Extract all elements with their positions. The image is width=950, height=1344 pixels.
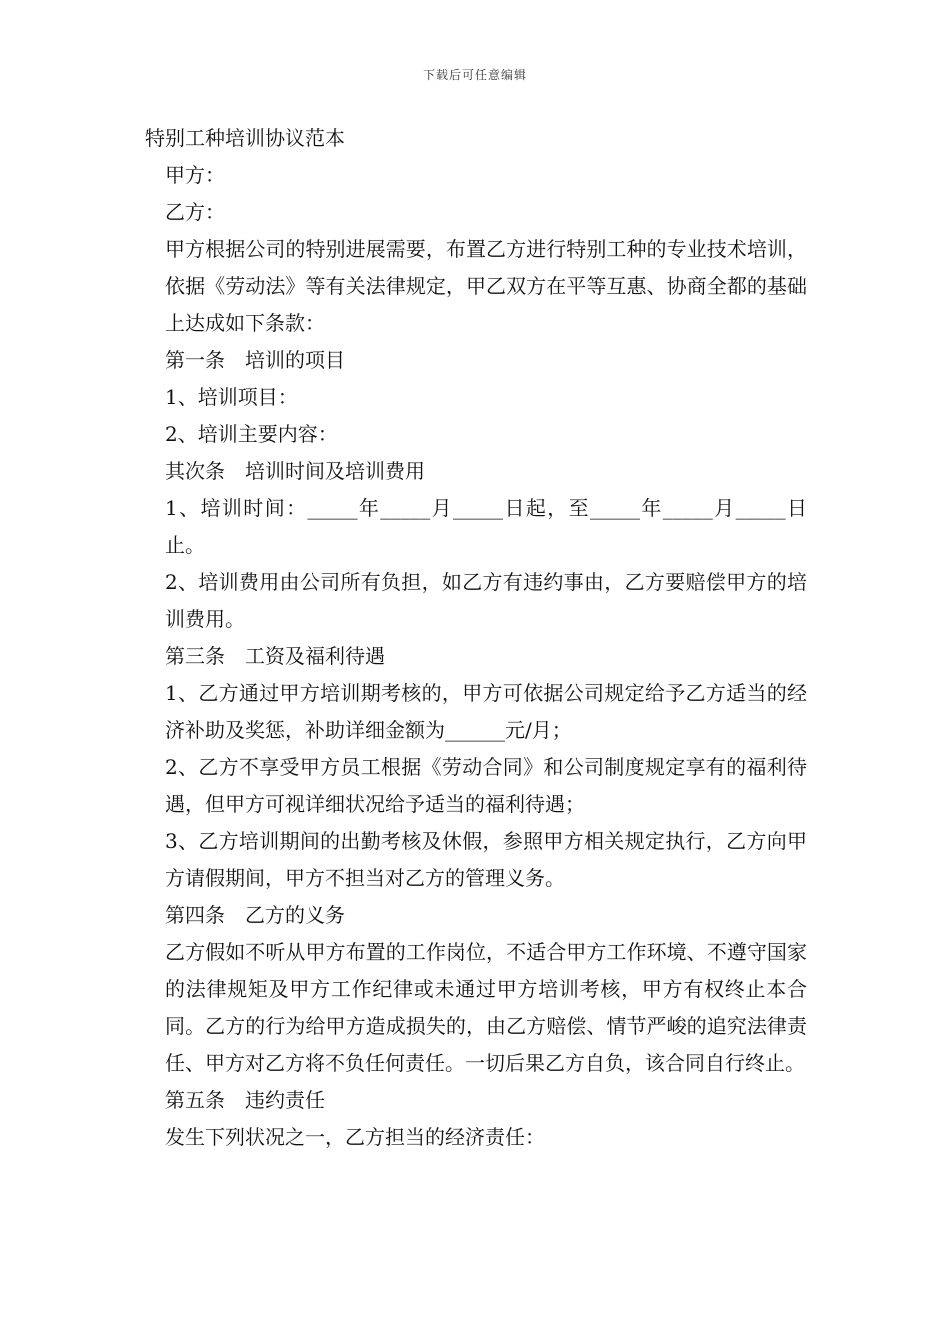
article-1-item-1: 1、培训项目： [165,385,298,409]
party-a-label: 甲方： [165,163,225,187]
party-b-label: 乙方： [165,200,225,224]
intro-paragraph: 甲方根据公司的特别进展需要，布置乙方进行特别工种的专业技术培训，依据《劳动法》等有关法律规定，甲乙双方在平等互惠、协商全都的基础上达成如下条款： [165,237,807,335]
article-5-body: 发生下列状况之一，乙方担当的经济责任： [165,1125,545,1149]
article-2-item-1: 1、培训时间：_____年_____月_____日起，至_____年_____月_____日止。 [165,496,807,557]
article-1-item-2: 2、培训主要内容： [165,422,338,446]
article-3-item-3: 3、乙方培训期间的出勤考核及休假，参照甲方相关规定执行，乙方向甲方请假期间，甲方不担当对乙方的管理义务。 [165,829,807,890]
article-3-item-1: 1、乙方通过甲方培训期考核的，甲方可依据公司规定给予乙方适当的经济补助及奖惩，补助详细金额为______元/月； [165,681,807,742]
article-4-body: 乙方假如不听从甲方布置的工作岗位，不适合甲方工作环境、不遵守国家的法律规矩及甲方工作纪律或未通过甲方培训考核，甲方有权终止本合同。乙方的行为给甲方造成损失的，由乙方赔偿、情节严峻的追究法律责任、甲方对乙方将不负任何责任。一切后果乙方自负，该合同自行终止。 [165,940,807,1075]
article-1-heading: 第一条 培训的项目 [165,348,345,372]
article-2-heading: 其次条 培训时间及培训费用 [165,459,425,483]
article-2-item-2: 2、培训费用由公司所有负担，如乙方有违约事由，乙方要赔偿甲方的培训费用。 [165,570,807,631]
article-4-heading: 第四条 乙方的义务 [165,903,345,927]
article-5-heading: 第五条 违约责任 [165,1088,325,1112]
page-header: 下载后可任意编辑 [422,68,527,82]
article-3-heading: 第三条 工资及福利待遇 [165,644,385,668]
document-title: 特别工种培训协议范本 [145,126,345,150]
document-body [145,120,807,1156]
article-3-item-2: 2、乙方不享受甲方员工根据《劳动合同》和公司制度规定享有的福利待遇，但甲方可视详细状况给予适当的福利待遇； [165,755,807,816]
